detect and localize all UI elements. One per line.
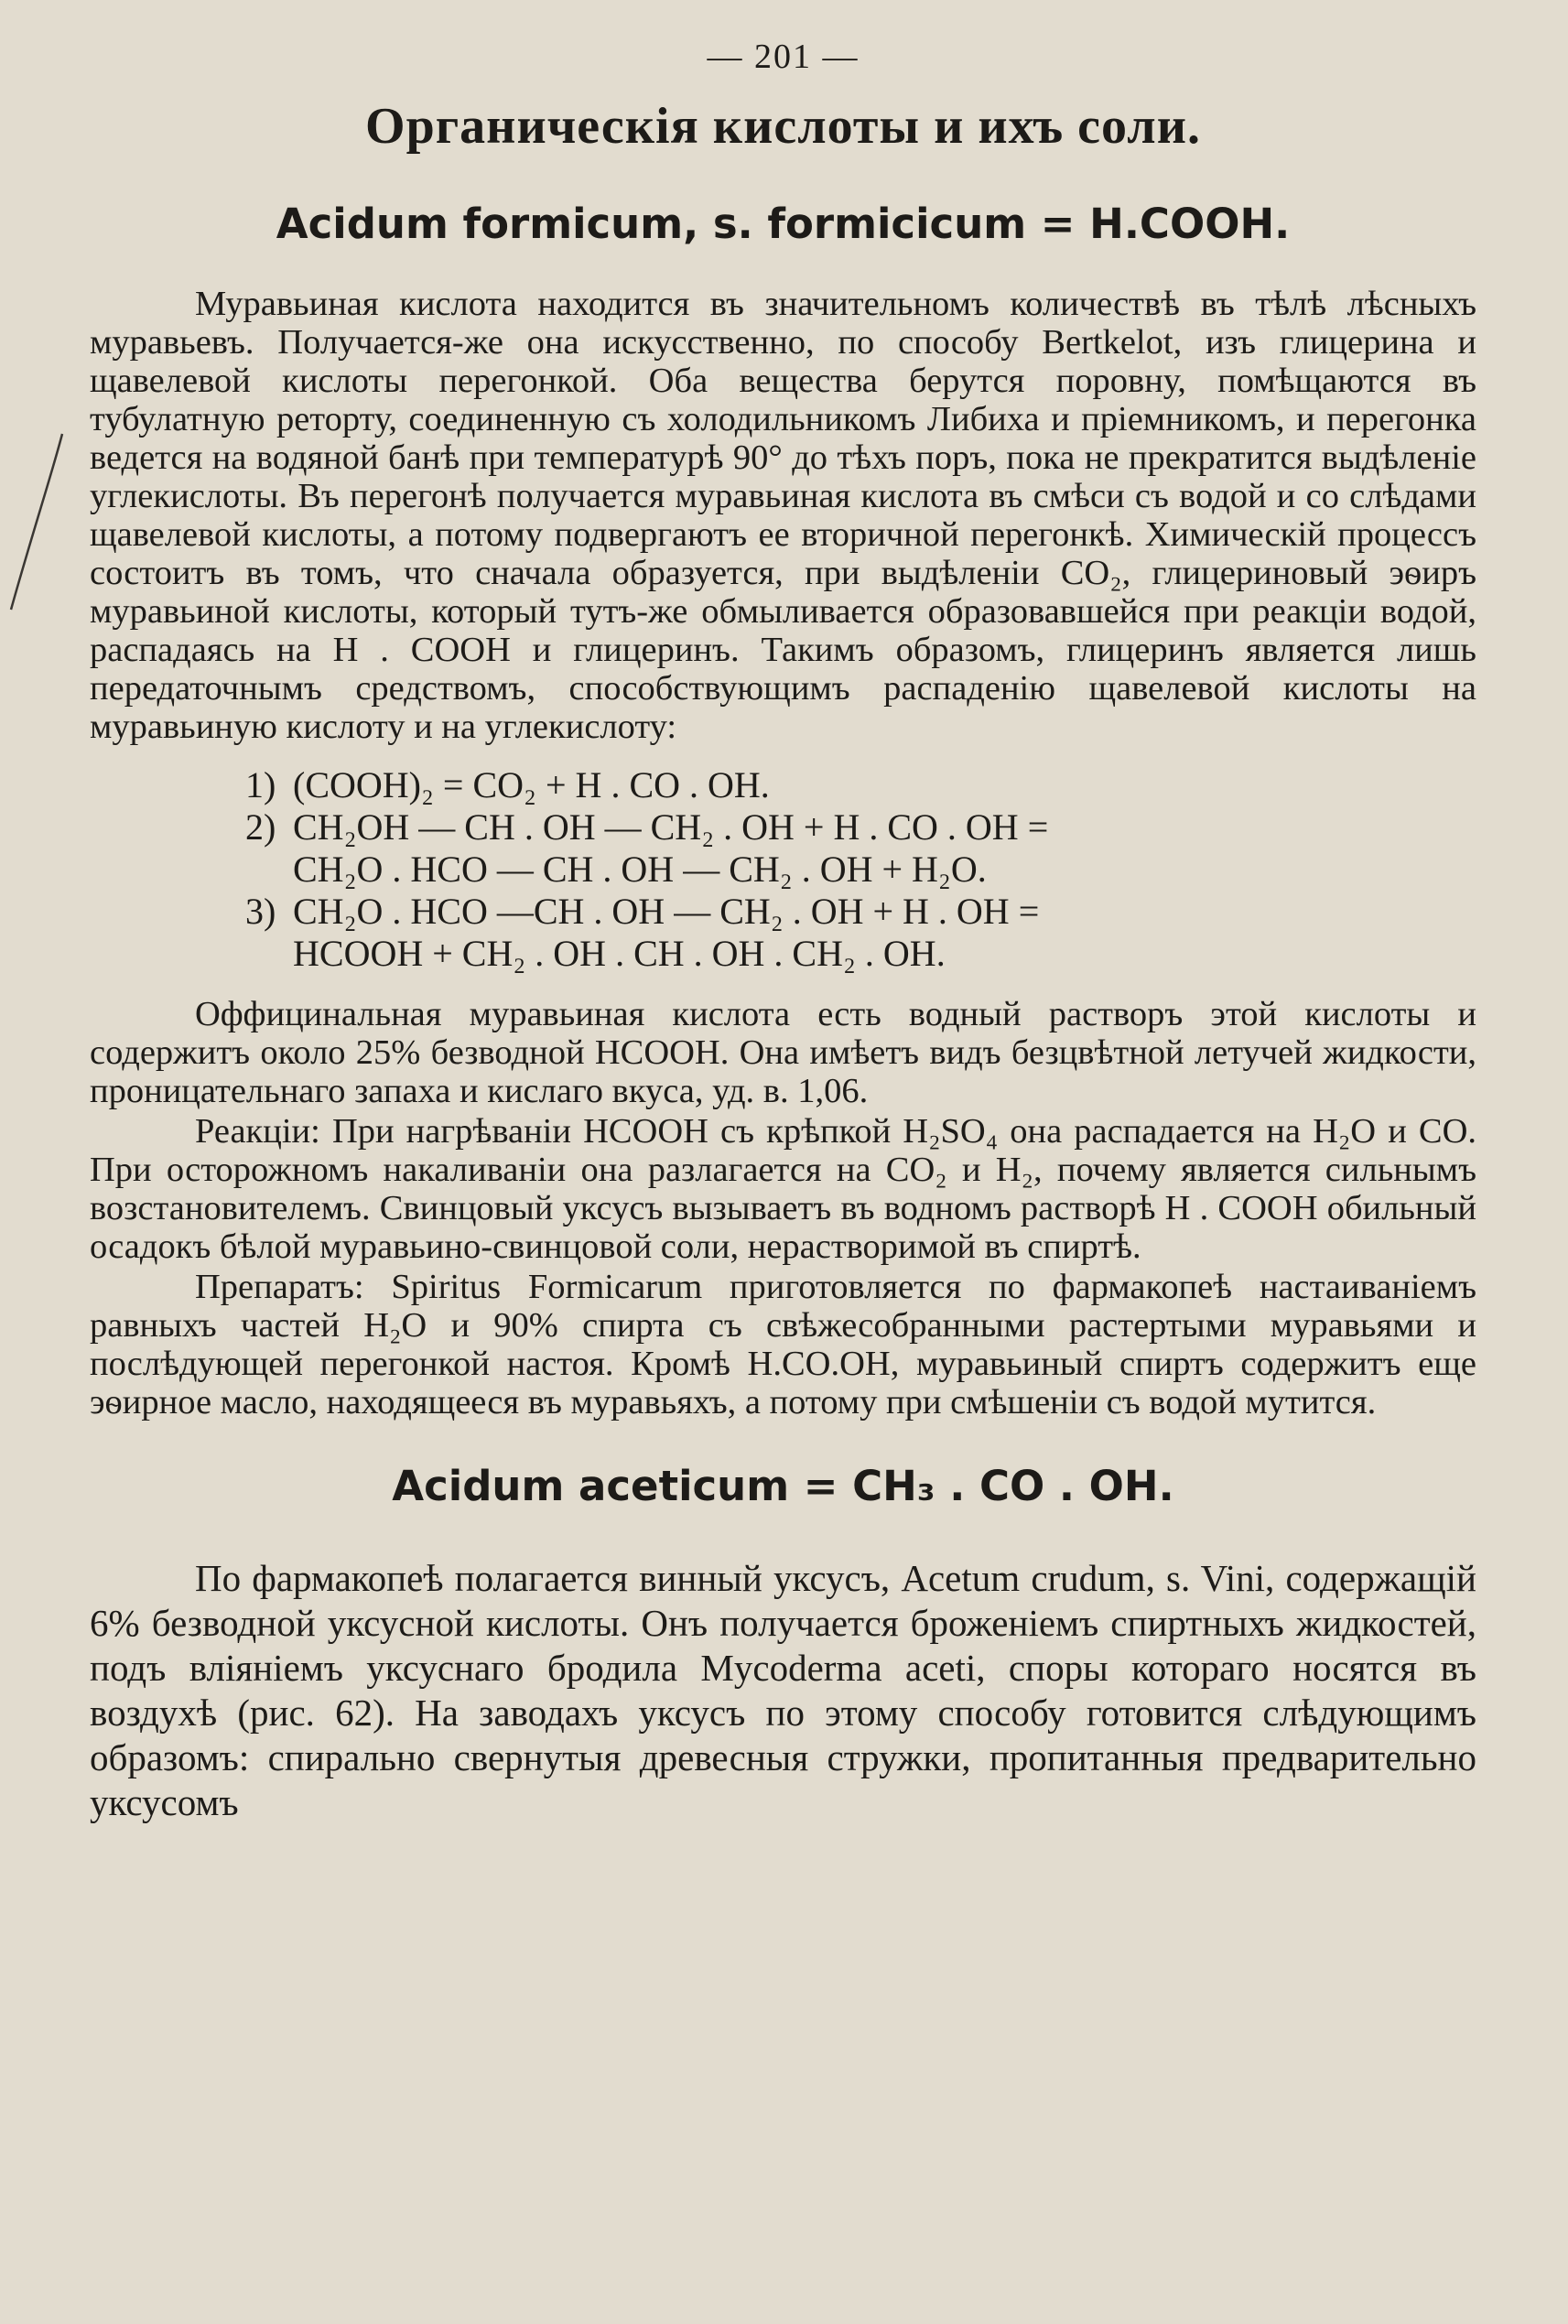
formula-number: 1) xyxy=(245,764,276,805)
formula-line xyxy=(245,806,1476,849)
formula-text: HCOOH + CH₂ . OH . CH . OH . CH₂ . OH. xyxy=(293,933,946,974)
subsection-heading-acetic: Acidum aceticum = CH₃ . CO . OH. xyxy=(392,1462,1174,1510)
formula-number: 3) xyxy=(245,891,276,932)
page-number: — 201 — xyxy=(707,38,860,76)
formula-text: CH₂O . HCO — CH . OH — CH₂ . OH + H₂O. xyxy=(293,849,987,890)
formic-paragraph-intro: Муравьиная кислота находится въ значительномъ количествѣ въ тѣлѣ лѣсныхъ муравьевъ. Получается-же она искусственно, по способу Bertkelot, изъ глицерина и щавелевой кислоты перегонкой. Оба вещества берутся поровну, помѣщаются въ тубулатную реторту, соединенную съ холодильникомъ Либиха и пріемникомъ, и перегонка ведется на водяной банѣ при температурѣ 90° до тѣхъ поръ, пока не прекратится выдѣленіе углекислоты. Въ перегонѣ получается муравьиная кислота въ смѣси съ водой и со слѣдами щавелевой кислоты, а потому подвергаютъ ее вторичной перегонкѣ. Химическій процессъ состоитъ въ томъ, что сначала образуется, при выдѣленіи CO₂, глицериновый эѳиръ муравьиной кислоты, который тутъ-же обмыливается образовавшейся при реакціи водой, распадаясь на H . COOH и глицеринъ. Такимъ образомъ, глицеринъ является лишь передаточнымъ средствомъ, способствующимъ распаденію щавелевой кислоты на муравьиную кислоту и на углекислоту: xyxy=(90,285,1476,746)
subsection-heading-formic: Acidum formicum, s. formicicum = H.COOH. xyxy=(276,200,1291,248)
formula-line xyxy=(245,764,1476,806)
formula-text: CH₂OH — CH . OH — CH₂ . OH + H . CO . OH = xyxy=(293,806,1049,848)
formic-paragraph-official: Оффицинальная муравьиная кислота есть водный растворъ этой кислоты и содержитъ около 25% безводной HCOOH. Она имѣетъ видъ безцвѣтной летучей жидкости, проницательнаго запаха и кислаго вкуса, уд. в. 1,06. xyxy=(90,995,1476,1110)
formula-text: (COOH)₂ = CO₂ + H . CO . OH. xyxy=(293,764,770,805)
formula-line xyxy=(245,933,1476,975)
acetic-paragraph-intro: По фармакопеѣ полагается винный уксусъ, Acetum crudum, s. Vini, содержащій 6% безводной уксусной кислоты. Онъ получается броженіемъ спиртныхъ жидкостей, подъ вліяніемъ уксуснаго бродила Mycoderma aceti, споры котораго носятся въ воздухѣ (рис. 62). На заводахъ уксусъ по этому способу готовится слѣдующимъ образомъ: спирально свернутыя древесныя стружки, пропитанныя предварительно уксусомъ xyxy=(90,1557,1476,1823)
section-title: Органическія кислоты и ихъ соли. xyxy=(365,98,1201,155)
formula-block xyxy=(90,764,1476,975)
page-content xyxy=(90,37,1476,1825)
formula-line xyxy=(245,891,1476,933)
formula-line xyxy=(245,849,1476,891)
formic-paragraph-reactions: Реакціи: При нагрѣваніи HCOOH съ крѣпкой H₂SO₄ она распадается на H₂O и CO. При осторожномъ накаливаніи она разлагается на CO₂ и H₂, почему является сильнымъ возстановителемъ. Свинцовый уксусъ вызываетъ въ водномъ растворѣ H . COOH обильный осадокъ бѣлой муравьино-свинцовой соли, нерастворимой въ спиртѣ. xyxy=(90,1112,1476,1266)
margin-pencil-mark xyxy=(5,430,70,613)
formula-text: CH₂O . HCO —CH . OH — CH₂ . OH + H . OH = xyxy=(293,891,1040,932)
formic-paragraph-preparation: Препаратъ: Spiritus Formicarum приготовляется по фармакопеѣ настаиваніемъ равныхъ частей H₂O и 90% спирта съ свѣжесобранными растертыми муравьями и послѣдующей перегонкой настоя. Кромѣ H.CO.OH, муравьиный спиртъ содержитъ еще эѳирное масло, находящееся въ муравьяхъ, а потому при смѣшеніи съ водой мутится. xyxy=(90,1268,1476,1421)
formula-number: 2) xyxy=(245,806,276,848)
